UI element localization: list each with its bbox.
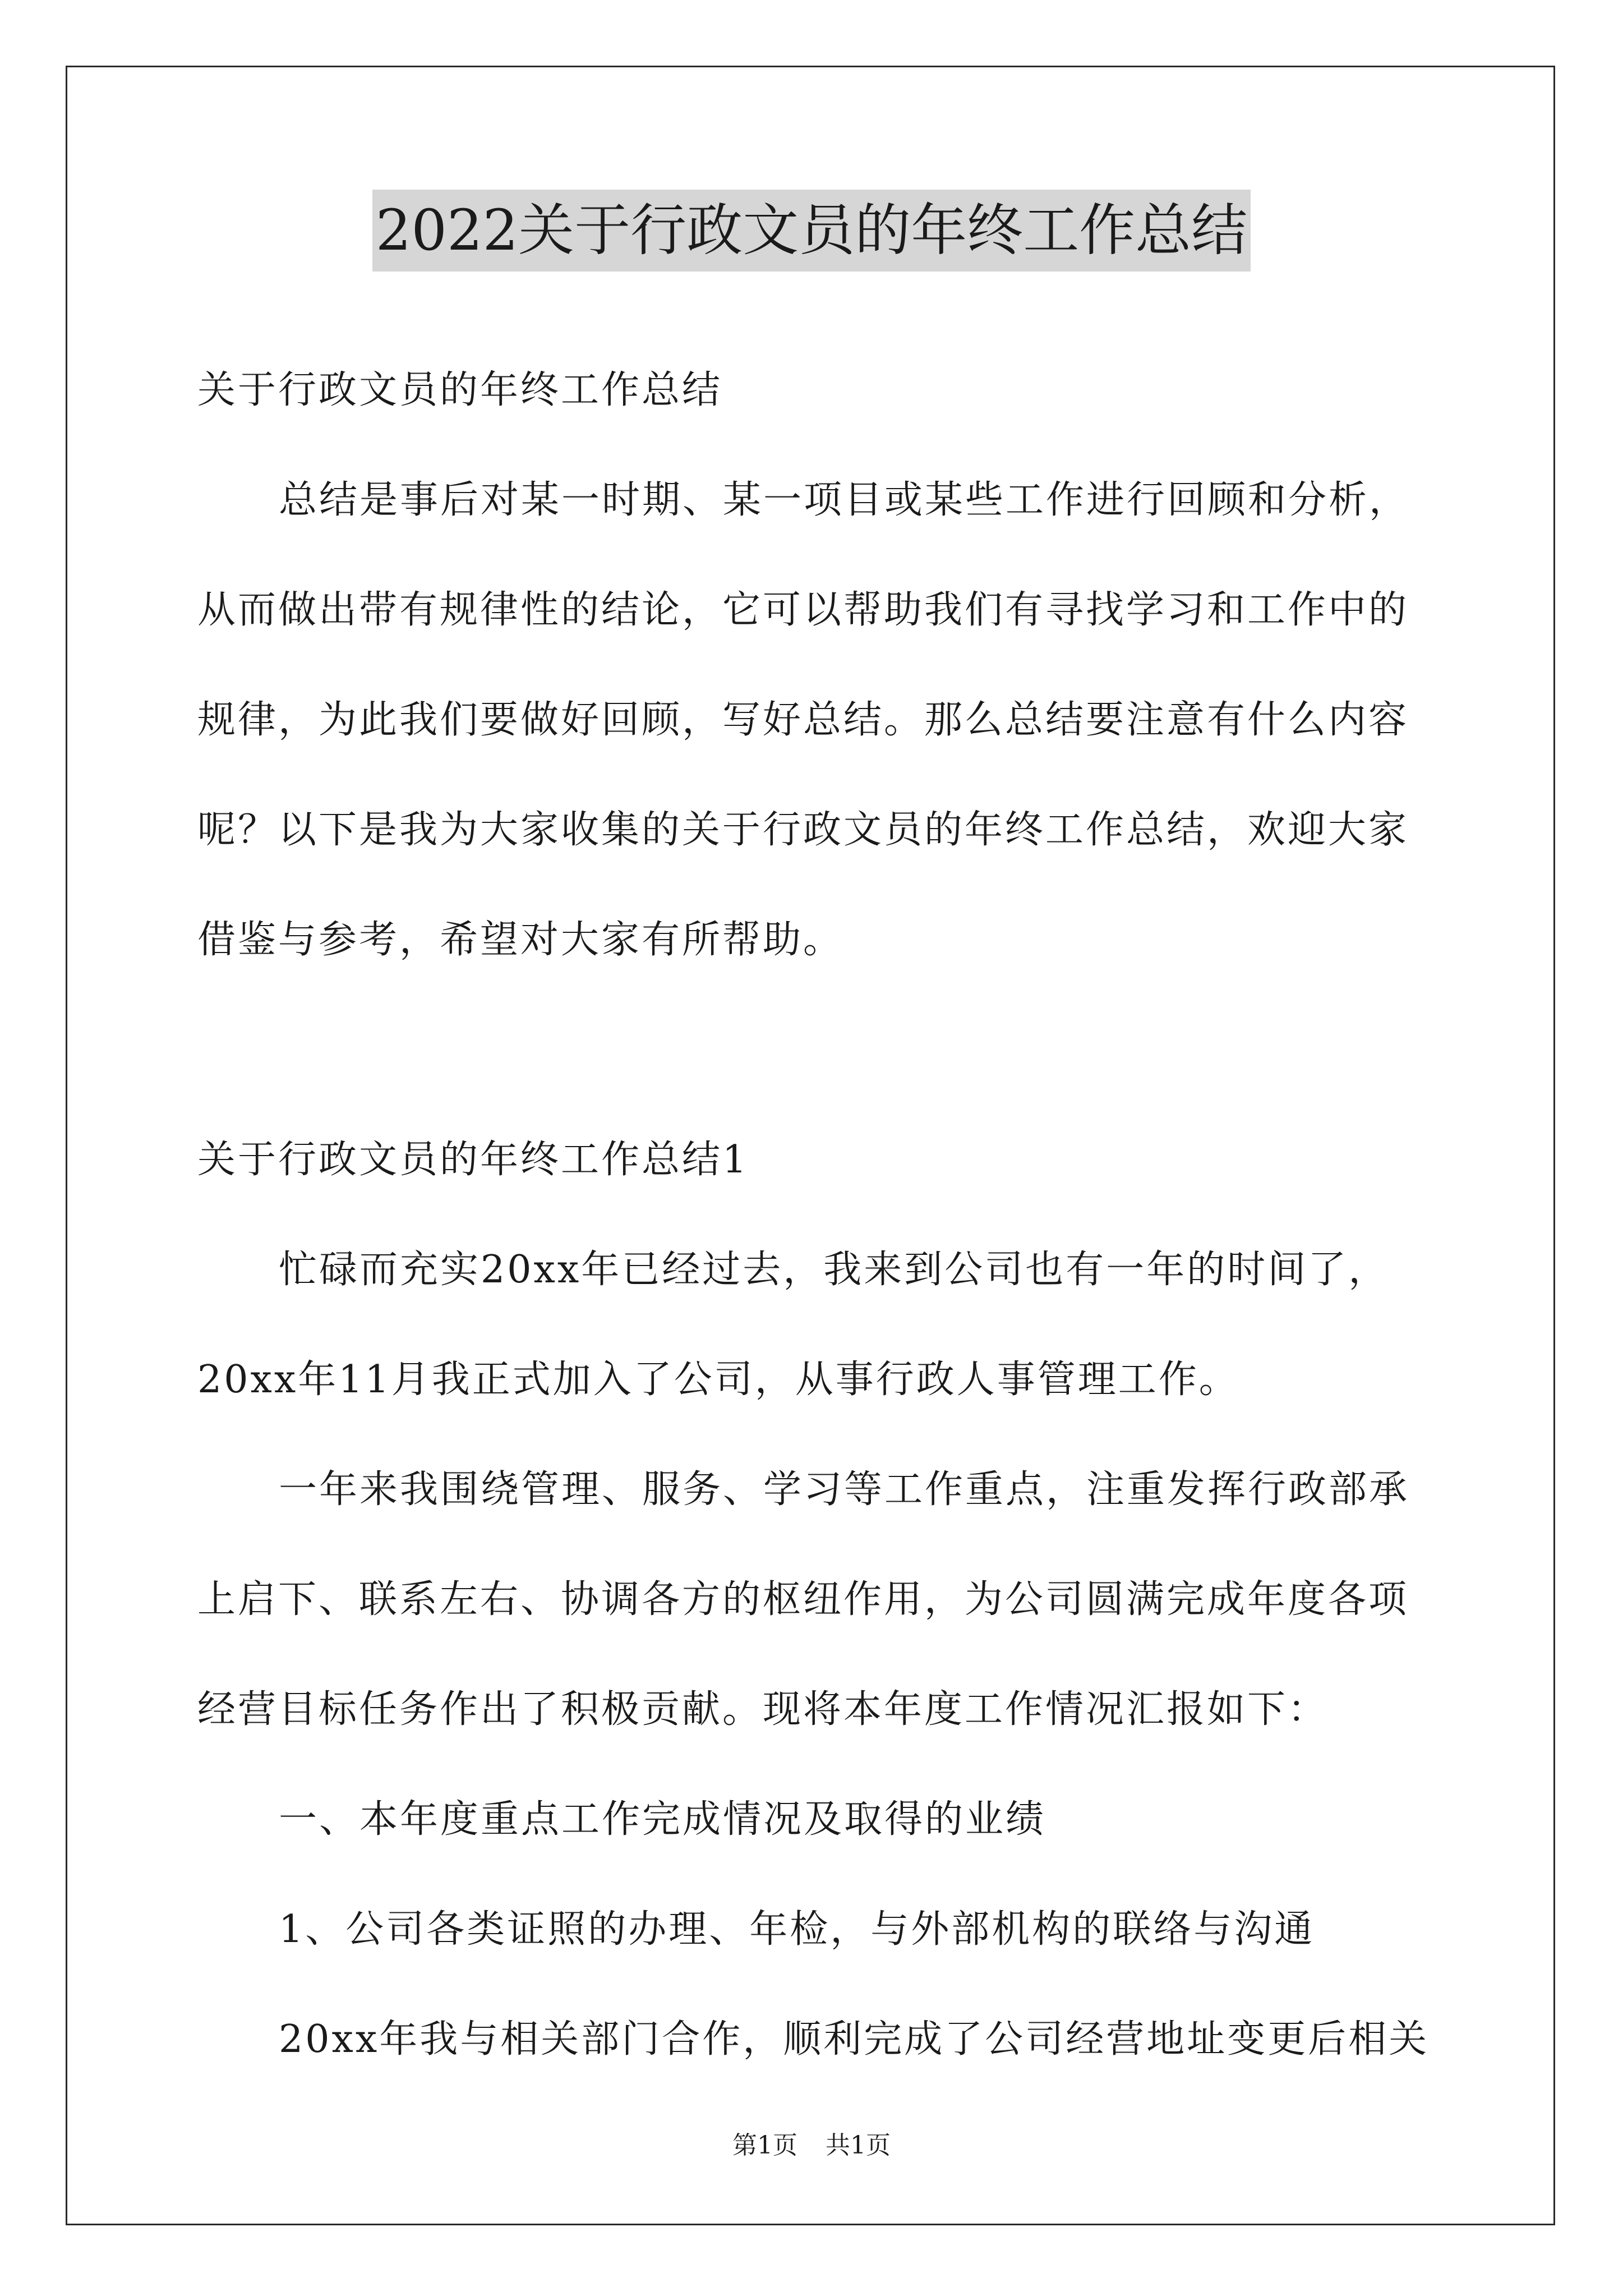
text-line: 20xx年11月我正式加入了公司，从事行政人事管理工作。 xyxy=(197,1358,1239,1402)
text-line: 经营目标任务作出了积极贡献。现将本年度工作情况汇报如下： xyxy=(197,1687,1329,1732)
text-line: 上启下、联系左右、协调各方的枢纽作用，为公司圆满完成年度各项 xyxy=(197,1577,1409,1622)
blank-line xyxy=(197,995,1426,1105)
document-body xyxy=(197,335,1430,2095)
text-line: 从而做出带有规律性的结论，它可以帮助我们有寻找学习和工作中的 xyxy=(197,588,1409,632)
text-line: 总结是事后对某一时期、某一项目或某些工作进行回顾和分析， xyxy=(279,478,1410,522)
page-number-total: 共1页 xyxy=(826,2131,891,2160)
text-line: 一年来我围绕管理、服务、学习等工作重点，注重发挥行政部承 xyxy=(279,1467,1410,1512)
text-line: 呢？以下是我为大家收集的关于行政文员的年终工作总结，欢迎大家 xyxy=(197,808,1409,852)
text-line: 关于行政文员的年终工作总结 xyxy=(197,368,723,412)
text-line: 20xx年我与相关部门合作，顺利完成了公司经营地址变更后相关 xyxy=(279,2017,1430,2062)
text-line: 借鉴与参考，希望对大家有所帮助。 xyxy=(197,918,844,962)
title-container xyxy=(0,190,1623,272)
text-line: 1、公司各类证照的办理、年检，与外部机构的联络与沟通 xyxy=(279,1907,1315,1952)
document-title: 2022关于行政文员的年终工作总结 xyxy=(372,190,1251,272)
text-line: 关于行政文员的年终工作总结1 xyxy=(197,1138,749,1182)
text-line: 一、本年度重点工作完成情况及取得的业绩 xyxy=(279,1797,1046,1842)
page-number-current: 第1页 xyxy=(732,2131,797,2160)
text-line: 规律，为此我们要做好回顾，写好总结。那么总结要注意有什么内容 xyxy=(197,698,1409,742)
text-line: 忙碌而充实20xx年已经过去，我来到公司也有一年的时间了， xyxy=(279,1248,1389,1292)
page-footer xyxy=(0,2129,1623,2162)
